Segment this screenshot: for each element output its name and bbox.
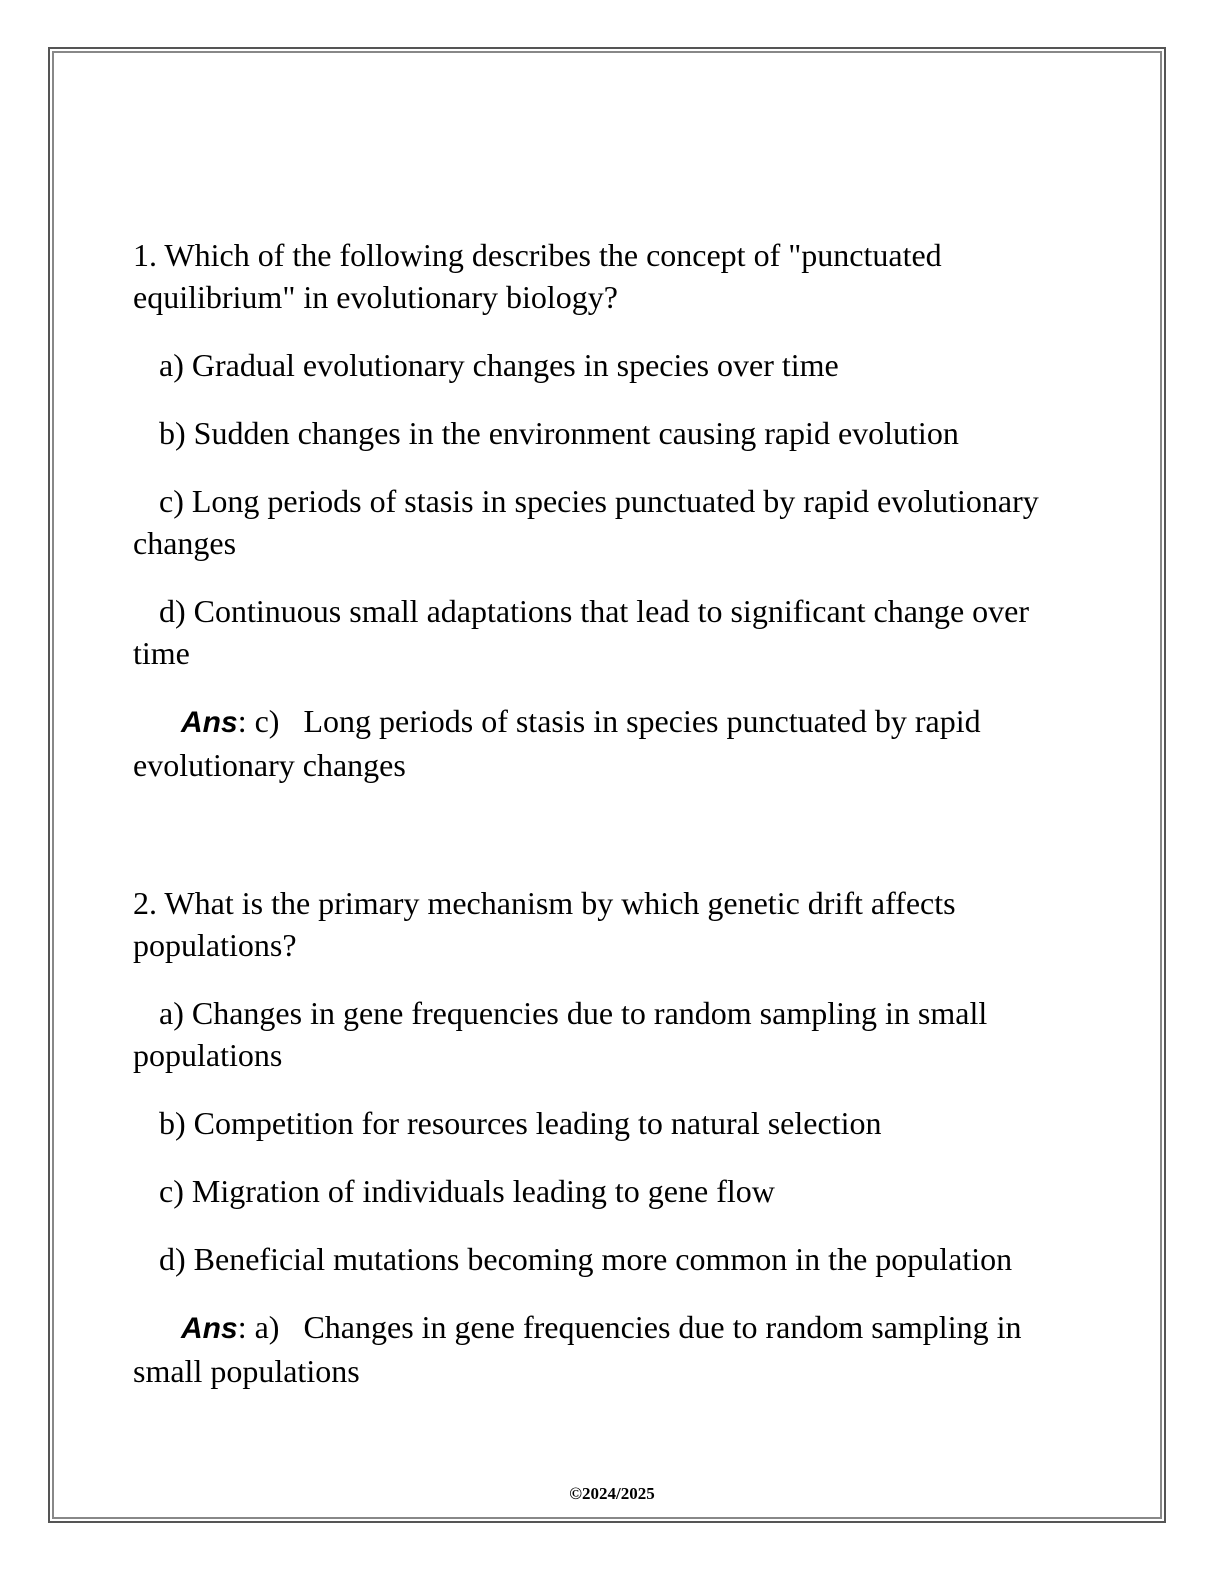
- option-2b: [133, 1102, 1083, 1144]
- copyright-footer: ©2024/2025: [569, 1484, 655, 1503]
- option-letter: d): [159, 1241, 186, 1277]
- option-2c: [133, 1170, 1083, 1212]
- option-text: Changes in gene frequencies due to random sampling in small populations: [133, 995, 988, 1073]
- option-1b: [133, 412, 1083, 454]
- option-text: Migration of individuals leading to gene flow: [191, 1173, 775, 1209]
- option-1a: [133, 344, 1083, 386]
- answer-colon: :: [237, 1309, 247, 1345]
- question-number: 1.: [133, 237, 157, 273]
- option-2a: [133, 992, 1083, 1076]
- option-text: Long periods of stasis in species punctuated by rapid evolutionary changes: [133, 483, 1039, 561]
- option-letter: a): [159, 995, 184, 1031]
- option-letter: c): [159, 483, 184, 519]
- answer-1: [133, 700, 1083, 786]
- question-block-1: [133, 234, 1083, 786]
- answer-2: [133, 1306, 1083, 1392]
- question-spacer: [133, 786, 1083, 882]
- option-letter: c): [159, 1173, 184, 1209]
- option-letter: b): [159, 415, 186, 451]
- option-1c: [133, 480, 1083, 564]
- question-block-2: [133, 882, 1083, 1392]
- question-1: [133, 234, 1083, 318]
- option-text: Sudden changes in the environment causing rapid evolution: [193, 415, 959, 451]
- option-text: Gradual evolutionary changes in species over time: [191, 347, 839, 383]
- option-1d: [133, 590, 1083, 674]
- answer-letter: a): [254, 1309, 280, 1345]
- option-letter: a): [159, 347, 184, 383]
- answer-letter: c): [254, 703, 280, 739]
- question-2: [133, 882, 1083, 966]
- question-text: Which of the following describes the concept of "punctuated equilibrium" in evolutionary biology?: [133, 237, 942, 315]
- answer-colon: :: [237, 703, 247, 739]
- question-number: 2.: [133, 885, 157, 921]
- option-2d: [133, 1238, 1083, 1280]
- answer-text: Long periods of stasis in species punctuated by rapid evolutionary changes: [133, 703, 981, 783]
- option-letter: d): [159, 593, 186, 629]
- page-content: [133, 234, 1083, 1392]
- answer-label: Ans: [181, 1312, 238, 1345]
- option-letter: b): [159, 1105, 186, 1141]
- option-text: Competition for resources leading to natural selection: [193, 1105, 882, 1141]
- option-text: Continuous small adaptations that lead to significant change over time: [133, 593, 1030, 671]
- answer-text: Changes in gene frequencies due to random sampling in small populations: [133, 1309, 1022, 1389]
- option-text: Beneficial mutations becoming more common in the population: [193, 1241, 1013, 1277]
- answer-label: Ans: [181, 706, 238, 739]
- question-text: What is the primary mechanism by which genetic drift affects populations?: [133, 885, 956, 963]
